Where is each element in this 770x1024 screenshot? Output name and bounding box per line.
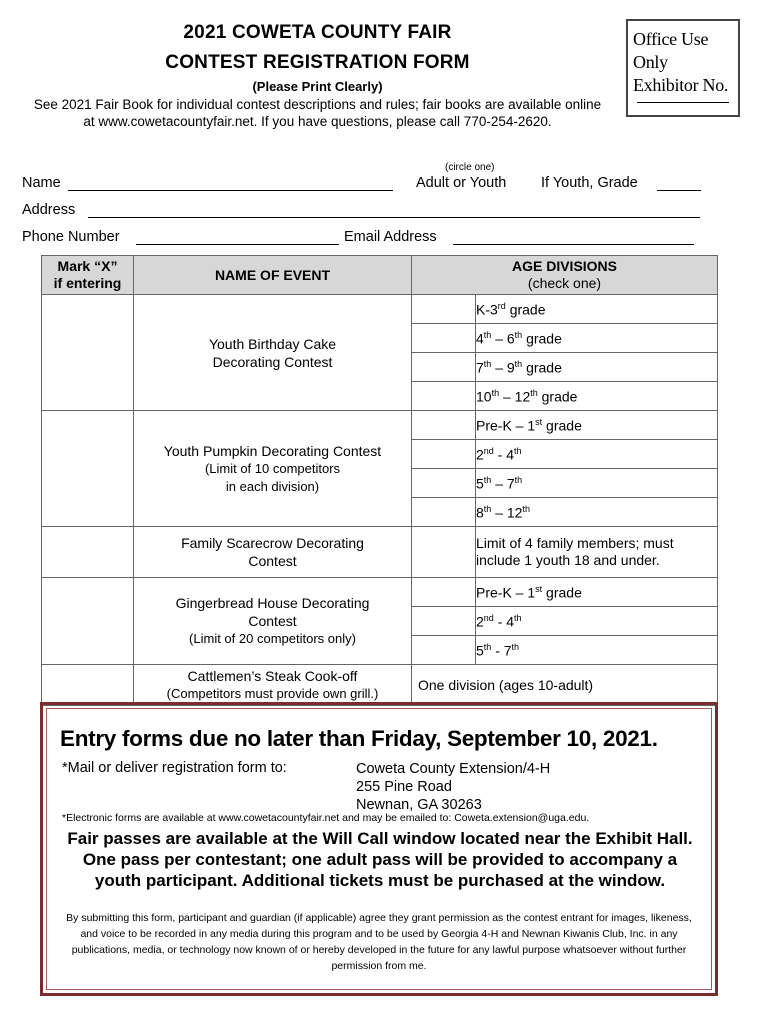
mark-cell-scarecrow[interactable] [42, 527, 134, 578]
event-scarecrow: Family Scarecrow Decorating Contest [134, 527, 412, 578]
age-column-header: AGE DIVISIONS (check one) [412, 256, 718, 295]
division-checkbox[interactable] [412, 469, 476, 498]
division-label: 5th – 7th [476, 469, 718, 498]
division-checkbox[interactable] [412, 382, 476, 411]
mark-cell-gingerbread[interactable] [42, 578, 134, 665]
office-use-box [626, 19, 740, 117]
exhibitor-no-label: Exhibitor No. [633, 75, 729, 95]
form-title-line1: 2021 COWETA COUNTY FAIR [183, 22, 452, 43]
mail-instruction: *Mail or deliver registration form to: [62, 760, 287, 776]
address-field[interactable] [88, 217, 700, 218]
address-label: Address [22, 202, 76, 218]
division-label: Pre-K – 1st grade [476, 411, 718, 440]
mark-column-header: Mark “X” if entering [42, 256, 134, 295]
division-checkbox[interactable] [412, 411, 476, 440]
event-steak-cookoff: Cattlemen’s Steak Cook-off (Competitors must provide own grill.) [134, 665, 412, 706]
division-label: Limit of 4 family members; must include 1 youth 18 and under. [476, 527, 718, 578]
event-birthday-cake: Youth Birthday Cake Decorating Contest [134, 295, 412, 411]
event-gingerbread: Gingerbread House Decorating Contest (Limit of 20 competitors only) [134, 578, 412, 665]
electronic-forms-note: *Electronic forms are available at www.cowetacountyfair.net and may be emailed to: Coweta.extension@uga.edu. [62, 812, 590, 824]
intro-text: See 2021 Fair Book for individual contest descriptions and rules; fair books are available online at www.cowetacountyfair.net. If you have questions, please call 770-254-2620. [33, 97, 602, 129]
division-label: 7th – 9th grade [476, 353, 718, 382]
mark-cell-birthday-cake[interactable] [42, 295, 134, 411]
fair-passes-note: Fair passes are available at the Will Call window located near the Exhibit Hall. One pass per contestant; one adult pass will be provided to accompany a youth participant. Additional tickets must be purchased at the window. [67, 829, 693, 890]
consent-text: By submitting this form, participant and guardian (if applicable) agree they grant permission as the contest entrant for images, likeness, and voice to be recorded in any media during this program and to be used by Georgia 4-H and Newnan Kiwanis Club, Inc. in any publications, media, or technology now known of or hereby developed in the future for any lawful purpose whatsoever without further permission from me. [66, 912, 692, 972]
table-row [42, 411, 718, 440]
adult-or-youth-label[interactable]: Adult or Youth [416, 175, 507, 191]
division-label: 2nd - 4th [476, 440, 718, 469]
division-label: K-3rd grade [476, 295, 718, 324]
table-header-row [42, 256, 718, 295]
division-checkbox[interactable] [412, 636, 476, 665]
mark-cell-steak-cookoff[interactable] [42, 665, 134, 706]
division-checkbox[interactable] [412, 527, 476, 578]
deadline-heading: Entry forms due no later than Friday, September 10, 2021. [60, 726, 658, 751]
division-label: 8th – 12th [476, 498, 718, 527]
division-checkbox[interactable] [412, 578, 476, 607]
division-label: 10th – 12th grade [476, 382, 718, 411]
division-label: 4th – 6th grade [476, 324, 718, 353]
division-label[interactable]: One division (ages 10-adult) [412, 665, 718, 706]
division-checkbox[interactable] [412, 353, 476, 382]
division-label: Pre-K – 1st grade [476, 578, 718, 607]
table-row [42, 527, 718, 578]
print-clearly-note: (Please Print Clearly) [252, 79, 383, 94]
phone-field[interactable] [136, 244, 339, 245]
table-row [42, 578, 718, 607]
exhibitor-no-line [637, 102, 729, 103]
table-row [42, 665, 718, 706]
circle-one-note: (circle one) [445, 162, 495, 173]
youth-grade-field[interactable] [657, 190, 701, 191]
table-row [42, 295, 718, 324]
mark-cell-pumpkin[interactable] [42, 411, 134, 527]
youth-grade-label: If Youth, Grade [541, 175, 638, 191]
form-title-line2: CONTEST REGISTRATION FORM [165, 52, 470, 73]
division-checkbox[interactable] [412, 295, 476, 324]
division-checkbox[interactable] [412, 324, 476, 353]
office-use-label: Office Use Only [633, 29, 709, 72]
email-label: Email Address [344, 229, 437, 245]
phone-label: Phone Number [22, 229, 120, 245]
division-label: 5th - 7th [476, 636, 718, 665]
division-label: 2nd - 4th [476, 607, 718, 636]
division-checkbox[interactable] [412, 440, 476, 469]
events-table [41, 255, 718, 706]
event-column-header: NAME OF EVENT [134, 256, 412, 295]
event-pumpkin: Youth Pumpkin Decorating Contest (Limit of 10 competitors in each division) [134, 411, 412, 527]
name-label: Name [22, 175, 61, 191]
name-field[interactable] [68, 190, 393, 191]
division-checkbox[interactable] [412, 607, 476, 636]
division-checkbox[interactable] [412, 498, 476, 527]
email-field[interactable] [453, 244, 694, 245]
mailing-address: Coweta County Extension/4-H 255 Pine Road Newnan, GA 30263 [356, 761, 551, 813]
